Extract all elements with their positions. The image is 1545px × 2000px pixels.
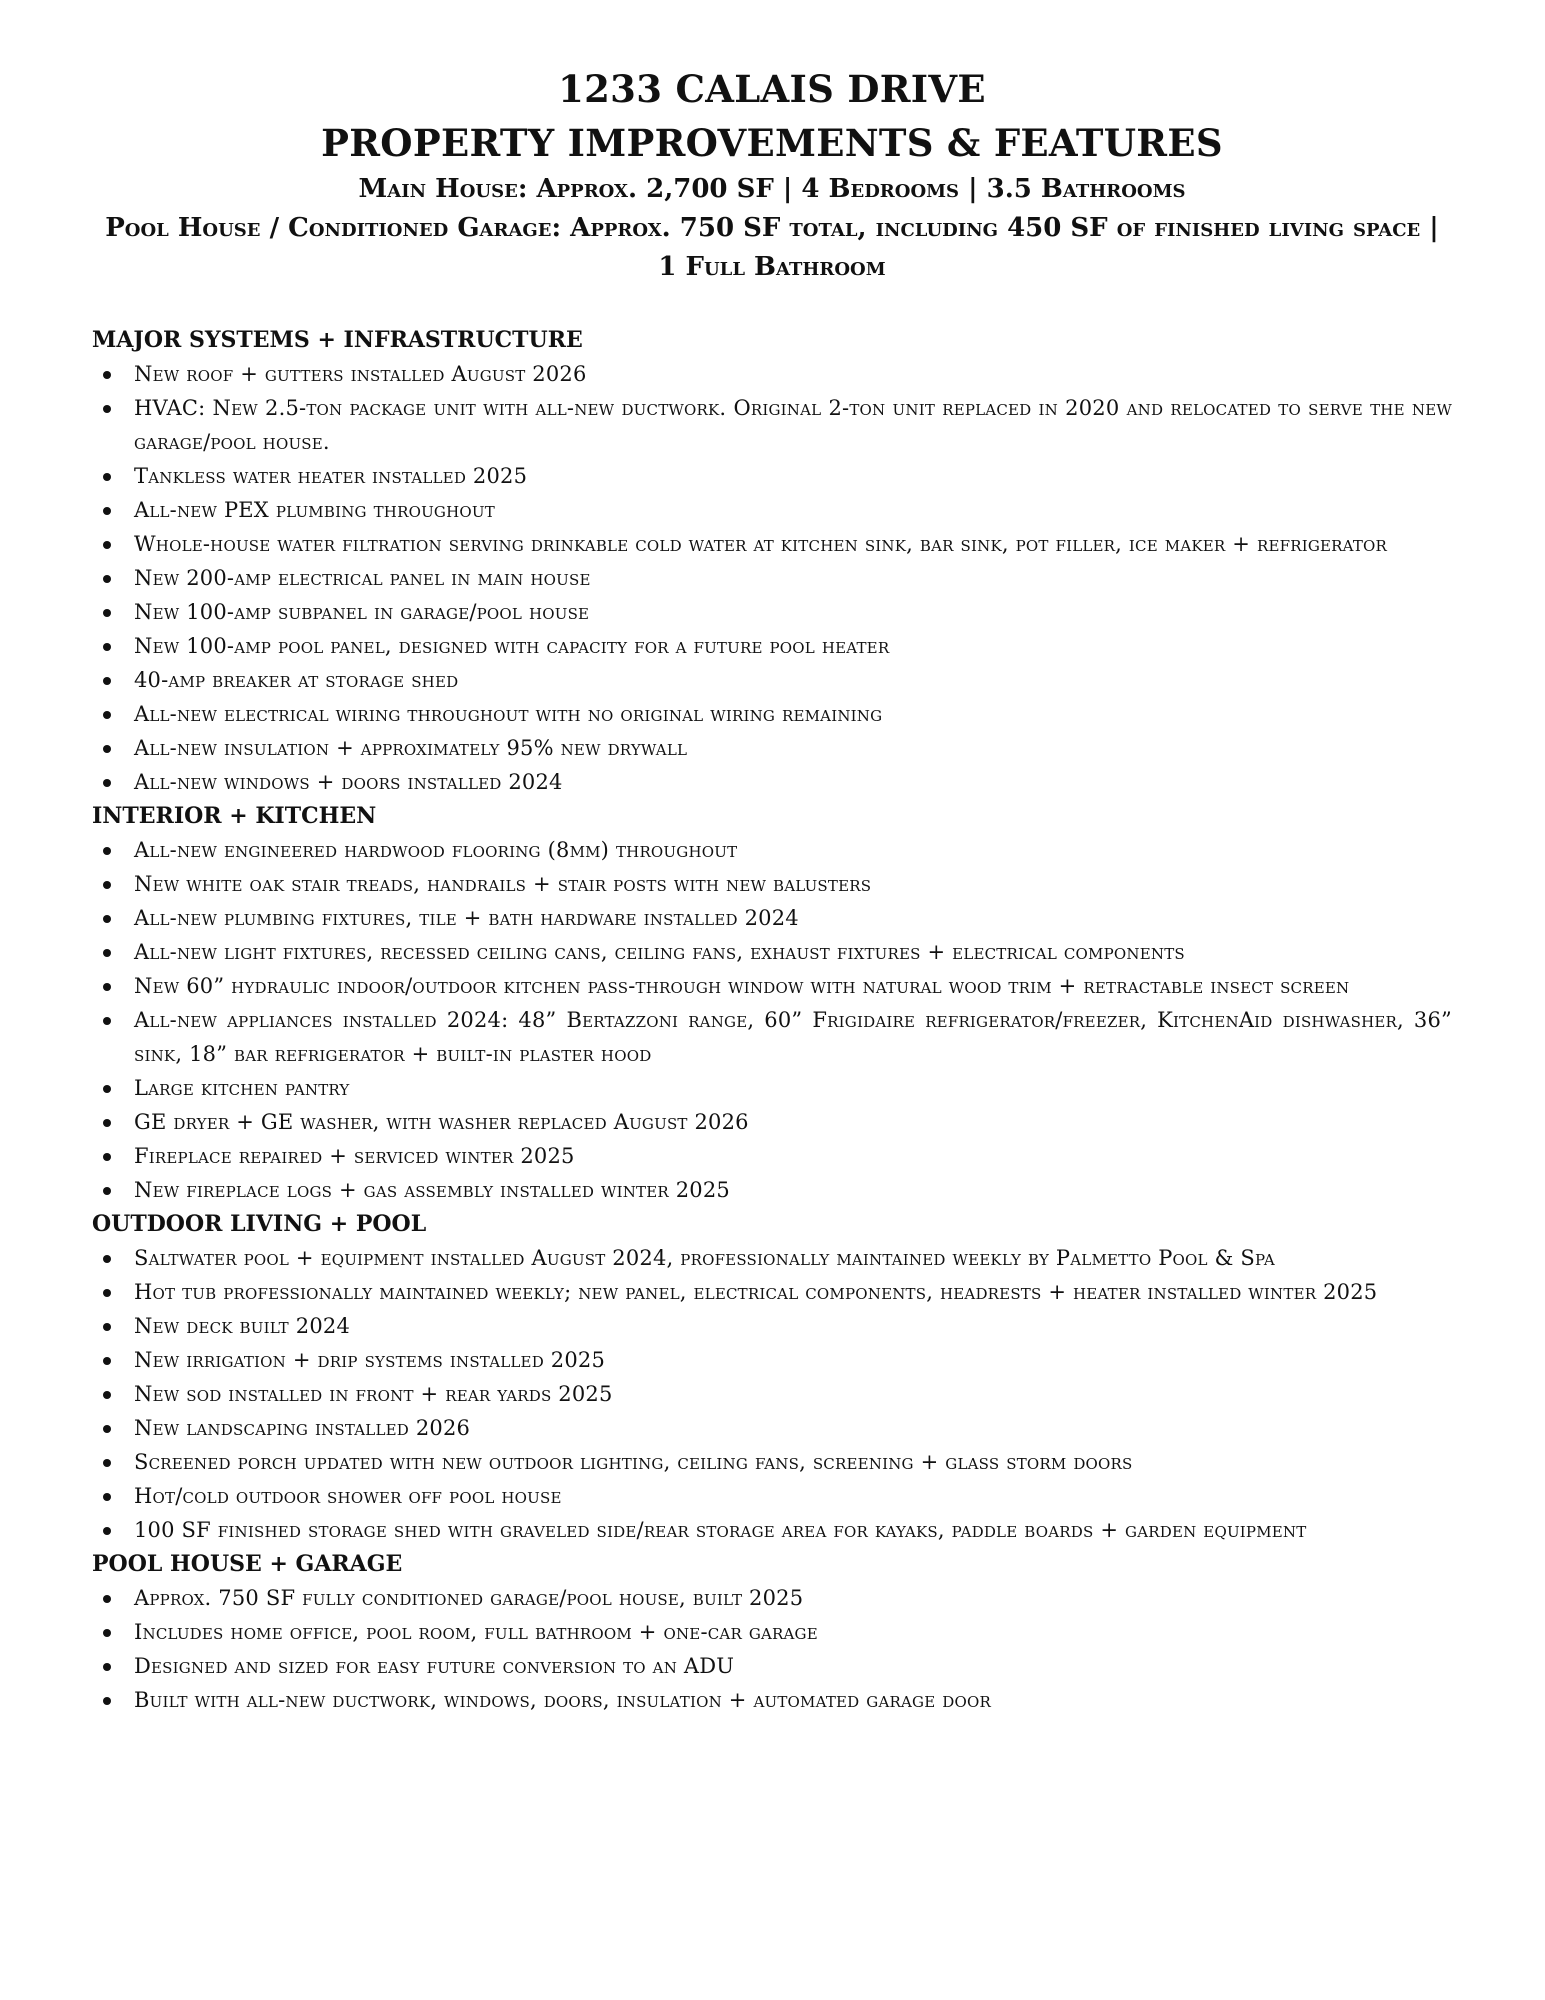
list-item: 40-amp breaker at storage shed xyxy=(92,663,1452,697)
list-item: All-new appliances installed 2024: 48” Bertazzoni range, 60” Frigidaire refrigerator/freezer, KitchenAid dishwasher, 36” sink, 18” bar refrigerator + built-in plaster hood xyxy=(92,1003,1452,1071)
list-item: Fireplace repaired + serviced winter 2025 xyxy=(92,1139,1452,1173)
list-item: New 100-amp pool panel, designed with capacity for a future pool heater xyxy=(92,629,1452,663)
list-item: New 60” hydraulic indoor/outdoor kitchen pass-through window with natural wood trim + retractable insect screen xyxy=(92,969,1452,1003)
feature-sections xyxy=(92,323,1452,1717)
list-item: HVAC: New 2.5-ton package unit with all-new ductwork. Original 2-ton unit replaced in 2020 and relocated to serve the new garage/pool house. xyxy=(92,391,1452,459)
list-item: Designed and sized for easy future conversion to an ADU xyxy=(92,1649,1452,1683)
list-item: All-new plumbing fixtures, tile + bath hardware installed 2024 xyxy=(92,901,1452,935)
list-item: Whole-house water filtration serving drinkable cold water at kitchen sink, bar sink, pot filler, ice maker + refrigerator xyxy=(92,527,1452,561)
list-item: Saltwater pool + equipment installed August 2024, professionally maintained weekly by Palmetto Pool & Spa xyxy=(92,1241,1452,1275)
list-item: New white oak stair treads, handrails + stair posts with new balusters xyxy=(92,867,1452,901)
list-item: Built with all-new ductwork, windows, doors, insulation + automated garage door xyxy=(92,1683,1452,1717)
document-page xyxy=(92,62,1452,1717)
list-item: Screened porch updated with new outdoor lighting, ceiling fans, screening + glass storm doors xyxy=(92,1445,1452,1479)
main-house-summary: Main House: Approx. 2,700 SF | 4 Bedrooms | 3.5 Bathrooms xyxy=(358,174,1186,204)
list-item: All-new windows + doors installed 2024 xyxy=(92,765,1452,799)
list-item: All-new engineered hardwood flooring (8mm) throughout xyxy=(92,833,1452,867)
section-heading-interior-kitchen: INTERIOR + KITCHEN xyxy=(92,803,377,829)
list-item: Hot tub professionally maintained weekly; new panel, electrical components, headrests + heater installed winter 2025 xyxy=(92,1275,1452,1309)
list-item: Large kitchen pantry xyxy=(92,1071,1452,1105)
feature-list-major-systems-infrastructure xyxy=(92,357,1452,799)
property-address-title: 1233 CALAIS DRIVE xyxy=(558,67,986,111)
list-item: Includes home office, pool room, full bathroom + one-car garage xyxy=(92,1615,1452,1649)
pool-house-summary: Pool House / Conditioned Garage: Approx. 750 SF total, including 450 SF of finished living space | 1 Full Bathroom xyxy=(105,213,1439,282)
document-title: PROPERTY IMPROVEMENTS & FEATURES xyxy=(321,121,1223,165)
subtitle-block xyxy=(102,170,1442,287)
list-item: New landscaping installed 2026 xyxy=(92,1411,1452,1445)
list-item: New deck built 2024 xyxy=(92,1309,1452,1343)
section-heading-pool-house-garage: POOL HOUSE + GARAGE xyxy=(92,1551,403,1577)
feature-list-pool-house-garage xyxy=(92,1581,1452,1717)
list-item: 100 SF finished storage shed with graveled side/rear storage area for kayaks, paddle boards + garden equipment xyxy=(92,1513,1452,1547)
list-item: Hot/cold outdoor shower off pool house xyxy=(92,1479,1452,1513)
list-item: All-new PEX plumbing throughout xyxy=(92,493,1452,527)
document-header xyxy=(92,62,1452,287)
list-item: New sod installed in front + rear yards 2025 xyxy=(92,1377,1452,1411)
list-item: Approx. 750 SF fully conditioned garage/pool house, built 2025 xyxy=(92,1581,1452,1615)
list-item: All-new electrical wiring throughout with no original wiring remaining xyxy=(92,697,1452,731)
feature-list-outdoor-living-pool xyxy=(92,1241,1452,1547)
section-heading-major-systems-infrastructure: MAJOR SYSTEMS + INFRASTRUCTURE xyxy=(92,327,583,353)
list-item: New irrigation + drip systems installed 2025 xyxy=(92,1343,1452,1377)
list-item: GE dryer + GE washer, with washer replaced August 2026 xyxy=(92,1105,1452,1139)
list-item: Tankless water heater installed 2025 xyxy=(92,459,1452,493)
list-item: New fireplace logs + gas assembly installed winter 2025 xyxy=(92,1173,1452,1207)
feature-list-interior-kitchen xyxy=(92,833,1452,1207)
list-item: All-new light fixtures, recessed ceiling cans, ceiling fans, exhaust fixtures + electrical components xyxy=(92,935,1452,969)
list-item: New roof + gutters installed August 2026 xyxy=(92,357,1452,391)
section-heading-outdoor-living-pool: OUTDOOR LIVING + POOL xyxy=(92,1211,427,1237)
list-item: All-new insulation + approximately 95% new drywall xyxy=(92,731,1452,765)
list-item: New 200-amp electrical panel in main house xyxy=(92,561,1452,595)
list-item: New 100-amp subpanel in garage/pool house xyxy=(92,595,1452,629)
